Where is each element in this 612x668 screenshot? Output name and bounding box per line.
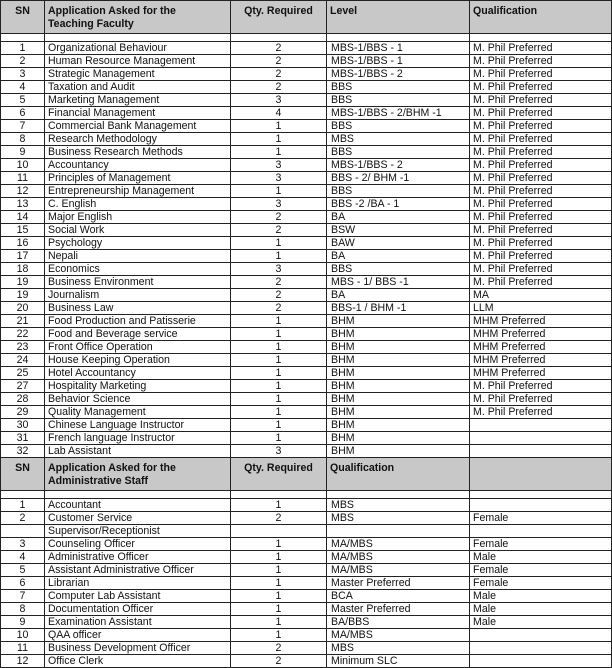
row-qty: 2 (231, 81, 327, 94)
row-sn: 5 (1, 94, 45, 107)
admin-row (1, 564, 612, 577)
row-position: Economics (45, 263, 231, 276)
admin-row (1, 551, 612, 564)
row-qualification: M. Phil Preferred (470, 120, 612, 133)
row-sn: 5 (1, 564, 45, 577)
teaching-row (1, 120, 612, 133)
admin-row (1, 616, 612, 629)
row-qualification (470, 499, 612, 512)
row-sn: 7 (1, 590, 45, 603)
row-qty: 4 (231, 107, 327, 120)
row-qualification: M. Phil Preferred (470, 55, 612, 68)
row-qty: 2 (231, 211, 327, 224)
row-sn: 25 (1, 367, 45, 380)
row-qualification (470, 629, 612, 642)
sn-header: SN (1, 1, 45, 34)
row-sn: 12 (1, 185, 45, 198)
teaching-row (1, 289, 612, 302)
teaching-row (1, 81, 612, 94)
row-qty: 2 (231, 276, 327, 289)
admin-row (1, 655, 612, 668)
row-qualification (470, 525, 612, 538)
row-sn: 24 (1, 354, 45, 367)
row-sn: 22 (1, 328, 45, 341)
row-level: BBS (327, 146, 470, 159)
admin-title-header: Application Asked for the Administrative Staff (45, 458, 231, 491)
row-sn: 31 (1, 432, 45, 445)
row-level: MBS (327, 512, 470, 525)
row-qualification: M. Phil Preferred (470, 159, 612, 172)
row-position: Business Development Officer (45, 642, 231, 655)
row-level: BHM (327, 406, 470, 419)
row-qualification: M. Phil Preferred (470, 224, 612, 237)
row-qty: 1 (231, 393, 327, 406)
row-sn: 21 (1, 315, 45, 328)
row-level: BA (327, 289, 470, 302)
row-position: Taxation and Audit (45, 81, 231, 94)
row-level: Master Preferred (327, 603, 470, 616)
row-qty: 1 (231, 629, 327, 642)
row-sn (1, 525, 45, 538)
row-qty: 1 (231, 603, 327, 616)
row-level: MBS (327, 133, 470, 146)
row-qty: 2 (231, 512, 327, 525)
teaching-row (1, 276, 612, 289)
row-qty: 2 (231, 224, 327, 237)
row-position: C. English (45, 198, 231, 211)
row-qualification: M. Phil Preferred (470, 237, 612, 250)
teaching-row (1, 419, 612, 432)
row-qualification: Male (470, 590, 612, 603)
qty-header: Qty. Required (231, 1, 327, 34)
row-sn: 1 (1, 499, 45, 512)
row-sn: 15 (1, 224, 45, 237)
row-qty: 2 (231, 302, 327, 315)
row-level: BHM (327, 354, 470, 367)
row-qty: 1 (231, 590, 327, 603)
row-qty: 1 (231, 499, 327, 512)
row-position: Business Research Methods (45, 146, 231, 159)
row-sn: 28 (1, 393, 45, 406)
row-sn: 19 (1, 276, 45, 289)
row-qualification (470, 642, 612, 655)
row-qualification: Female (470, 577, 612, 590)
sn-header: SN (1, 458, 45, 491)
row-qty: 1 (231, 133, 327, 146)
row-level: BHM (327, 380, 470, 393)
row-sn: 23 (1, 341, 45, 354)
teaching-header-row (1, 1, 612, 34)
row-qualification: M. Phil Preferred (470, 146, 612, 159)
row-level: BBS (327, 185, 470, 198)
teaching-row (1, 302, 612, 315)
row-level: BHM (327, 315, 470, 328)
row-qty: 2 (231, 289, 327, 302)
teaching-row (1, 211, 612, 224)
row-sn: 6 (1, 577, 45, 590)
row-qty: 1 (231, 538, 327, 551)
row-qualification: M. Phil Preferred (470, 133, 612, 146)
row-qualification (470, 432, 612, 445)
row-sn: 2 (1, 512, 45, 525)
teaching-row (1, 393, 612, 406)
row-level: BHM (327, 432, 470, 445)
row-position: Hotel Accountancy (45, 367, 231, 380)
row-position: Examination Assistant (45, 616, 231, 629)
row-position: Principles of Management (45, 172, 231, 185)
teaching-row (1, 198, 612, 211)
row-position: Accountancy (45, 159, 231, 172)
row-position: Research Methodology (45, 133, 231, 146)
row-position: Food Production and Patisserie (45, 315, 231, 328)
row-sn: 9 (1, 146, 45, 159)
row-qualification: M. Phil Preferred (470, 42, 612, 55)
teaching-row (1, 315, 612, 328)
row-level: MA/MBS (327, 564, 470, 577)
row-qualification: LLM (470, 302, 612, 315)
row-level: BHM (327, 341, 470, 354)
row-qualification: MHM Preferred (470, 367, 612, 380)
row-qty: 3 (231, 159, 327, 172)
row-level: BHM (327, 419, 470, 432)
row-level: MA/MBS (327, 538, 470, 551)
teaching-row (1, 55, 612, 68)
teaching-row (1, 328, 612, 341)
row-level: BBS -2 /BA - 1 (327, 198, 470, 211)
row-sn: 11 (1, 172, 45, 185)
row-qty: 1 (231, 237, 327, 250)
row-qualification: Female (470, 538, 612, 551)
row-qty: 1 (231, 120, 327, 133)
row-qty: 1 (231, 341, 327, 354)
row-qualification: MHM Preferred (470, 315, 612, 328)
admin-row (1, 512, 612, 525)
spacer-row (1, 491, 612, 499)
teaching-row (1, 367, 612, 380)
row-position: Office Clerk (45, 655, 231, 668)
row-qualification: Female (470, 512, 612, 525)
row-level: MBS-1/BBS - 1 (327, 42, 470, 55)
row-qualification: M. Phil Preferred (470, 263, 612, 276)
row-level: BSW (327, 224, 470, 237)
row-level: BBS (327, 263, 470, 276)
row-level: BHM (327, 445, 470, 458)
teaching-row (1, 263, 612, 276)
row-level: BBS (327, 120, 470, 133)
row-position: Psychology (45, 237, 231, 250)
row-position: Social Work (45, 224, 231, 237)
row-qty: 1 (231, 315, 327, 328)
row-position: Organizational Behaviour (45, 42, 231, 55)
row-position: Lab Assistant (45, 445, 231, 458)
row-qualification: M. Phil Preferred (470, 250, 612, 263)
row-qualification: M. Phil Preferred (470, 393, 612, 406)
row-qualification: M. Phil Preferred (470, 380, 612, 393)
row-position: Administrative Officer (45, 551, 231, 564)
row-level (327, 525, 470, 538)
row-qualification: Male (470, 616, 612, 629)
row-qualification (470, 655, 612, 668)
row-position: Front Office Operation (45, 341, 231, 354)
row-sn: 10 (1, 159, 45, 172)
qty-header: Qty. Required (231, 458, 327, 491)
row-level: MBS-1/BBS - 2/BHM -1 (327, 107, 470, 120)
row-level: MA/MBS (327, 629, 470, 642)
row-level: BHM (327, 328, 470, 341)
row-level: BA/BBS (327, 616, 470, 629)
admin-header-row (1, 458, 612, 491)
row-position: Marketing Management (45, 94, 231, 107)
row-position: House Keeping Operation (45, 354, 231, 367)
row-sn: 9 (1, 616, 45, 629)
blank-header (470, 458, 612, 491)
row-sn: 8 (1, 603, 45, 616)
row-position: Customer Service (45, 512, 231, 525)
teaching-row (1, 406, 612, 419)
row-qualification: M. Phil Preferred (470, 198, 612, 211)
row-level: MBS-1/BBS - 2 (327, 159, 470, 172)
row-sn: 29 (1, 406, 45, 419)
qualification-header: Qualification (327, 458, 470, 491)
teaching-row (1, 237, 612, 250)
row-qty: 1 (231, 551, 327, 564)
row-qualification (470, 419, 612, 432)
row-position: Entrepreneurship Management (45, 185, 231, 198)
row-level: BA (327, 211, 470, 224)
row-qty: 2 (231, 55, 327, 68)
row-sn: 18 (1, 263, 45, 276)
teaching-row (1, 94, 612, 107)
teaching-title-header: Application Asked for the Teaching Faculty (45, 1, 231, 34)
row-qualification: M. Phil Preferred (470, 68, 612, 81)
row-qualification: MHM Preferred (470, 354, 612, 367)
row-qualification: M. Phil Preferred (470, 81, 612, 94)
row-qty: 1 (231, 367, 327, 380)
row-qualification (470, 445, 612, 458)
row-sn: 4 (1, 81, 45, 94)
row-sn: 14 (1, 211, 45, 224)
row-sn: 4 (1, 551, 45, 564)
row-qty: 1 (231, 328, 327, 341)
row-sn: 3 (1, 68, 45, 81)
row-level: MBS-1/BBS - 1 (327, 55, 470, 68)
row-qty: 3 (231, 172, 327, 185)
teaching-row (1, 68, 612, 81)
row-sn: 20 (1, 302, 45, 315)
row-position: Human Resource Management (45, 55, 231, 68)
row-qualification: Female (470, 564, 612, 577)
row-qualification: M. Phil Preferred (470, 406, 612, 419)
row-qty: 2 (231, 642, 327, 655)
row-level: BAW (327, 237, 470, 250)
row-qualification: M. Phil Preferred (470, 211, 612, 224)
row-sn: 30 (1, 419, 45, 432)
row-qty: 1 (231, 564, 327, 577)
teaching-row (1, 107, 612, 120)
row-qualification: M. Phil Preferred (470, 94, 612, 107)
row-position: French language Instructor (45, 432, 231, 445)
row-sn: 11 (1, 642, 45, 655)
row-qualification: M. Phil Preferred (470, 185, 612, 198)
teaching-row (1, 432, 612, 445)
teaching-row (1, 172, 612, 185)
row-position: Accountant (45, 499, 231, 512)
row-sn: 13 (1, 198, 45, 211)
teaching-row (1, 341, 612, 354)
row-sn: 7 (1, 120, 45, 133)
row-level: Master Preferred (327, 577, 470, 590)
row-position: Financial Management (45, 107, 231, 120)
row-sn: 3 (1, 538, 45, 551)
row-level: BHM (327, 367, 470, 380)
row-level: BBS-1 / BHM -1 (327, 302, 470, 315)
row-position: Business Environment (45, 276, 231, 289)
row-sn: 17 (1, 250, 45, 263)
row-level: MBS (327, 642, 470, 655)
row-sn: 32 (1, 445, 45, 458)
row-sn: 2 (1, 55, 45, 68)
row-qty: 1 (231, 250, 327, 263)
row-qty: 1 (231, 432, 327, 445)
row-level: Minimum SLC (327, 655, 470, 668)
row-qty: 1 (231, 616, 327, 629)
row-sn: 6 (1, 107, 45, 120)
row-qualification: Male (470, 551, 612, 564)
row-position: Strategic Management (45, 68, 231, 81)
row-position: Major English (45, 211, 231, 224)
row-qty: 3 (231, 263, 327, 276)
row-position: Hospitality Marketing (45, 380, 231, 393)
row-qualification: M. Phil Preferred (470, 107, 612, 120)
row-qty: 3 (231, 198, 327, 211)
teaching-row (1, 146, 612, 159)
row-level: BBS (327, 94, 470, 107)
teaching-row (1, 224, 612, 237)
teaching-row (1, 250, 612, 263)
row-qty: 2 (231, 42, 327, 55)
row-level: MBS-1/BBS - 2 (327, 68, 470, 81)
row-sn: 10 (1, 629, 45, 642)
row-position: Supervisor/Receptionist (45, 525, 231, 538)
row-sn: 19 (1, 289, 45, 302)
row-level: BBS - 2/ BHM -1 (327, 172, 470, 185)
row-qty: 1 (231, 419, 327, 432)
row-position: Behavior Science (45, 393, 231, 406)
row-level: BBS (327, 81, 470, 94)
row-level: BHM (327, 393, 470, 406)
admin-row (1, 590, 612, 603)
row-position: Business Law (45, 302, 231, 315)
row-position: Assistant Administrative Officer (45, 564, 231, 577)
row-level: MBS (327, 499, 470, 512)
row-qty: 1 (231, 577, 327, 590)
row-sn: 8 (1, 133, 45, 146)
row-sn: 27 (1, 380, 45, 393)
row-qty: 3 (231, 94, 327, 107)
row-qty (231, 525, 327, 538)
row-qualification: M. Phil Preferred (470, 276, 612, 289)
row-position: Computer Lab Assistant (45, 590, 231, 603)
admin-row (1, 577, 612, 590)
teaching-row (1, 380, 612, 393)
row-position: Food and Beverage service (45, 328, 231, 341)
teaching-row (1, 133, 612, 146)
row-qualification: M. Phil Preferred (470, 172, 612, 185)
qualification-header: Qualification (470, 1, 612, 34)
admin-row (1, 499, 612, 512)
teaching-row (1, 185, 612, 198)
admin-row (1, 642, 612, 655)
row-position: Librarian (45, 577, 231, 590)
row-qty: 1 (231, 185, 327, 198)
row-level: MA/MBS (327, 551, 470, 564)
row-qualification: MHM Preferred (470, 341, 612, 354)
row-level: BA (327, 250, 470, 263)
admin-row (1, 603, 612, 616)
admin-row (1, 629, 612, 642)
teaching-row (1, 159, 612, 172)
row-position: Journalism (45, 289, 231, 302)
row-position: QAA officer (45, 629, 231, 642)
row-level: MBS - 1/ BBS -1 (327, 276, 470, 289)
teaching-row (1, 42, 612, 55)
row-qty: 2 (231, 68, 327, 81)
teaching-row (1, 354, 612, 367)
row-level: BCA (327, 590, 470, 603)
row-qualification: MHM Preferred (470, 328, 612, 341)
row-position: Commercial Bank Management (45, 120, 231, 133)
admin-row (1, 525, 612, 538)
teaching-row (1, 445, 612, 458)
row-qty: 1 (231, 354, 327, 367)
level-header: Level (327, 1, 470, 34)
spacer-row (1, 34, 612, 42)
row-qty: 1 (231, 380, 327, 393)
row-sn: 16 (1, 237, 45, 250)
row-position: Counseling Officer (45, 538, 231, 551)
admin-row (1, 538, 612, 551)
row-position: Nepali (45, 250, 231, 263)
row-sn: 1 (1, 42, 45, 55)
row-qualification: MA (470, 289, 612, 302)
row-position: Quality Management (45, 406, 231, 419)
row-position: Chinese Language Instructor (45, 419, 231, 432)
row-qty: 3 (231, 445, 327, 458)
row-qty: 1 (231, 146, 327, 159)
row-sn: 12 (1, 655, 45, 668)
row-position: Documentation Officer (45, 603, 231, 616)
row-qualification: Male (470, 603, 612, 616)
row-qty: 2 (231, 655, 327, 668)
row-qty: 1 (231, 406, 327, 419)
